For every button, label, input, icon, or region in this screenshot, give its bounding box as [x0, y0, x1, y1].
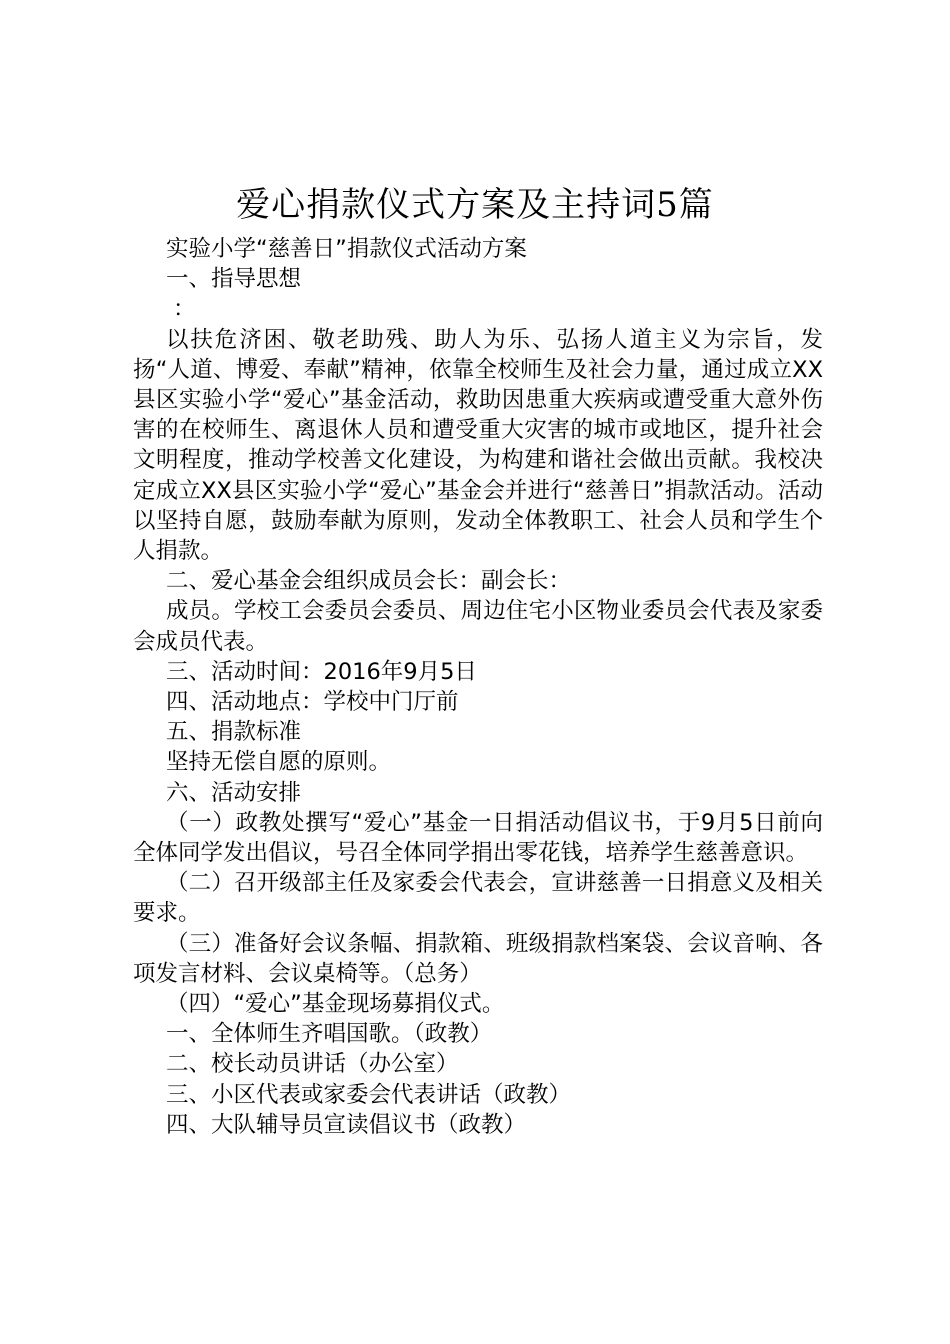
heading-activity-time: 三、活动时间：2016年9月5日	[166, 658, 477, 685]
list-item-representative-speech: 三、小区代表或家委会代表讲话（政教）	[166, 1081, 572, 1108]
paragraph-arrangement-2: （二）召开级部主任及家委会代表会，宣讲慈善一日捐意义及相关要求。	[133, 870, 823, 927]
colon-line: ：	[173, 296, 196, 323]
document-title: 爱心捐款仪式方案及主持词5篇	[236, 185, 714, 225]
paragraph-arrangement-4: （四）“爱心”基金现场募捐仪式。	[166, 991, 505, 1018]
document-body	[133, 234, 823, 1140]
paragraph-donation-principle: 坚持无偿自愿的原则。	[166, 749, 392, 776]
list-item-principal-speech: 二、校长动员讲话（办公室）	[166, 1051, 459, 1078]
paragraph-subtitle: 实验小学“慈善日”捐款仪式活动方案	[166, 236, 527, 262]
heading-activity-arrangement: 六、活动安排	[166, 779, 302, 806]
paragraph-members: 成员。学校工会委员会委员、周边住宅小区物业委员会代表及家委会成员代表。	[133, 598, 823, 655]
paragraph-arrangement-3: （三）准备好会议条幅、捐款箱、班级捐款档案袋、会议音响、各项发言材料、会议桌椅等。（总务）	[133, 930, 823, 987]
list-item-anthem: 一、全体师生齐唱国歌。（政教）	[166, 1021, 493, 1048]
heading-donation-standard: 五、捐款标准	[166, 719, 302, 746]
paragraph-arrangement-1: （一）政教处撰写“爱心”基金一日捐活动倡议书，于9月5日前向全体同学发出倡议，号召全体同学捐出零花钱，培养学生慈善意识。	[133, 809, 823, 867]
heading-guiding-ideology: 一、指导思想	[166, 266, 302, 293]
list-item-proposal-reading: 四、大队辅导员宣读倡议书（政教）	[166, 1111, 527, 1138]
heading-activity-location: 四、活动地点：学校中门厅前	[166, 689, 459, 716]
paragraph-purpose: 以扶危济困、敬老助残、助人为乐、弘扬人道主义为宗旨，发扬“人道、博爱、奉献”精神，依靠全校师生及社会力量，通过成立XX县区实验小学“爱心”基金活动，救助因患重大疾病或遭受重大意外伤害的在校师生、离退休人员和遭受重大灾害的城市或地区，提升社会文明程度，推动学校善文化建设，为构建和谐社会做出贡献。我校决定成立XX县区实验小学“爱心”基金会并进行“慈善日”捐款活动。活动以坚持自愿，鼓励奉献为原则，发动全体教职工、社会人员和学生个人捐款。	[133, 326, 823, 565]
heading-organization: 二、爱心基金会组织成员会长：副会长：	[166, 568, 572, 595]
